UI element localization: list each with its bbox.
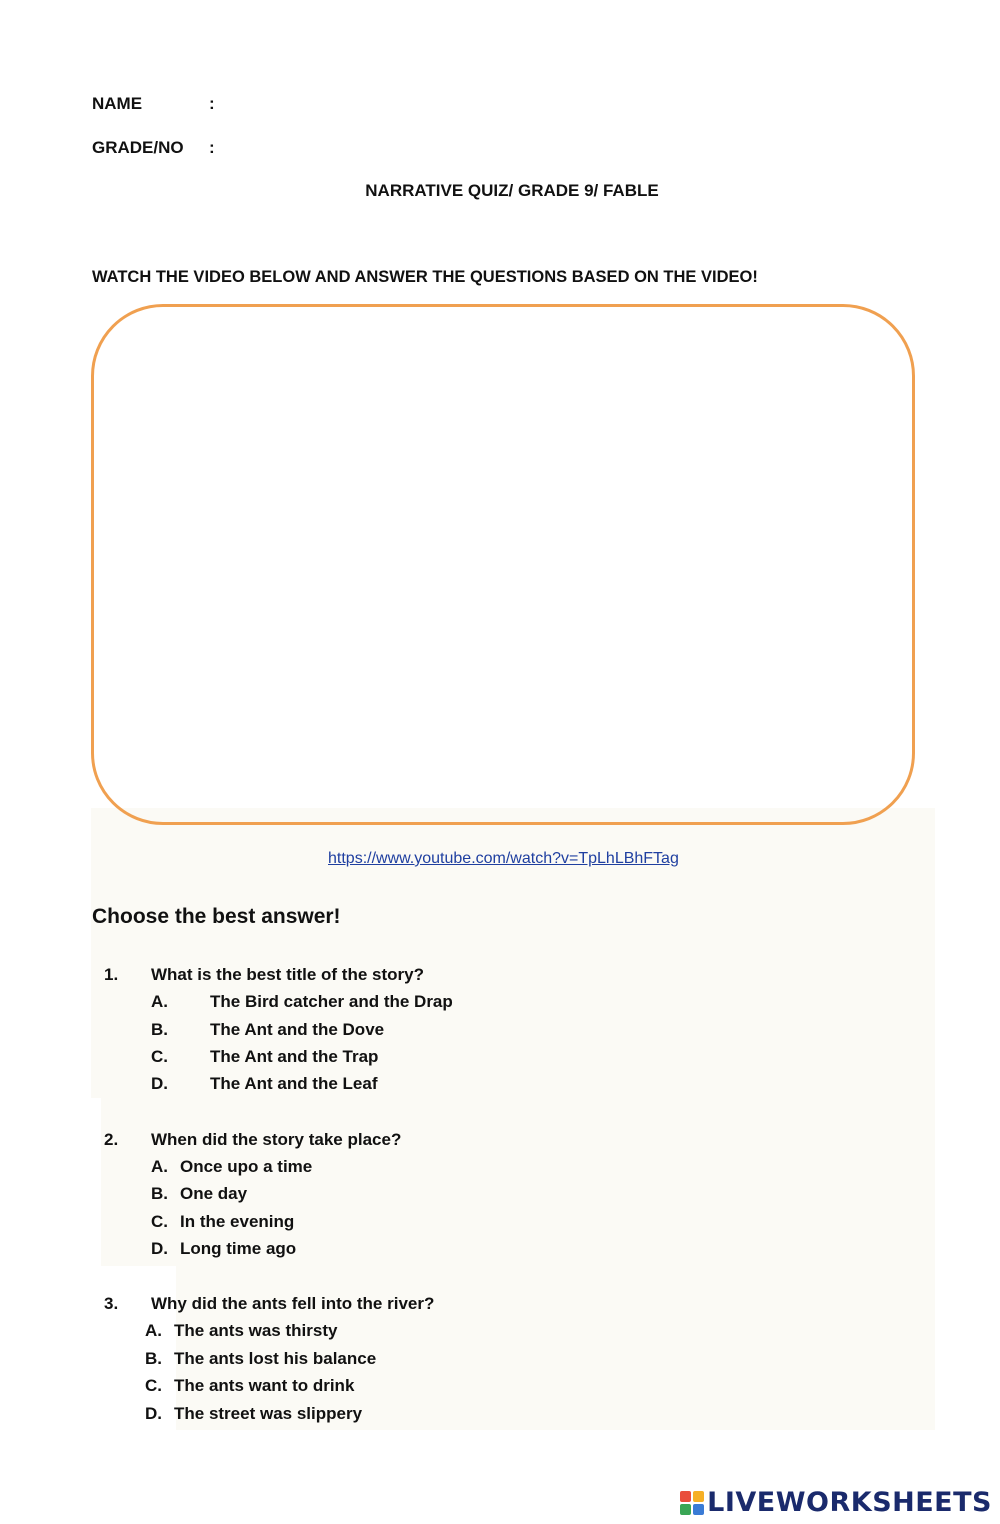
- q2-option-d-letter: D.: [151, 1239, 168, 1258]
- question-1-text: What is the best title of the story?: [151, 965, 424, 984]
- q3-option-b-letter: B.: [145, 1349, 162, 1368]
- q2-option-c-letter: C.: [151, 1212, 168, 1231]
- logo-cell-3: [680, 1504, 691, 1515]
- question-1-number: 1.: [104, 965, 119, 984]
- question-2-number: 2.: [104, 1130, 119, 1149]
- q3-option-d-text[interactable]: The street was slippery: [174, 1404, 363, 1423]
- grade-colon: :: [209, 138, 215, 157]
- q3-option-c-letter: C.: [145, 1376, 162, 1395]
- instruction-text: WATCH THE VIDEO BELOW AND ANSWER THE QUESTIONS BASED ON THE VIDEO!: [92, 268, 758, 286]
- section-title: Choose the best answer!: [92, 905, 341, 928]
- grade-label: GRADE/NO: [92, 138, 184, 157]
- question-3-text: Why did the ants fell into the river?: [151, 1294, 435, 1313]
- liveworksheets-logo: [680, 1487, 992, 1518]
- q1-option-b-text[interactable]: The Ant and the Dove: [210, 1020, 385, 1039]
- page-title: NARRATIVE QUIZ/ GRADE 9/ FABLE: [365, 181, 659, 200]
- q1-option-c-text[interactable]: The Ant and the Trap: [210, 1047, 379, 1066]
- q1-option-c-letter: C.: [151, 1047, 168, 1066]
- q2-option-a-letter: A.: [151, 1157, 168, 1176]
- q1-option-d-text[interactable]: The Ant and the Leaf: [210, 1074, 378, 1093]
- q1-option-a-letter: A.: [151, 992, 168, 1011]
- q3-option-a-text[interactable]: The ants was thirsty: [174, 1321, 338, 1340]
- logo-cell-1: [680, 1491, 691, 1502]
- q2-option-d-text[interactable]: Long time ago: [180, 1239, 297, 1258]
- q3-option-b-text[interactable]: The ants lost his balance: [174, 1349, 377, 1368]
- q1-option-d-letter: D.: [151, 1074, 168, 1093]
- video-link[interactable]: https://www.youtube.com/watch?v=TpLhLBhFTag: [328, 850, 679, 867]
- q3-option-c-text[interactable]: The ants want to drink: [174, 1376, 355, 1395]
- logo-cell-4: [693, 1504, 704, 1515]
- q2-option-c-text[interactable]: In the evening: [180, 1212, 295, 1231]
- question-2-text: When did the story take place?: [151, 1130, 402, 1149]
- name-label: NAME: [92, 94, 143, 113]
- logo-cell-2: [693, 1491, 704, 1502]
- video-frame[interactable]: [91, 304, 915, 825]
- question-3-number: 3.: [104, 1294, 119, 1313]
- q3-option-a-letter: A.: [145, 1321, 162, 1340]
- logo-text: LIVEWORKSHEETS: [707, 1487, 992, 1518]
- q2-option-b-letter: B.: [151, 1184, 168, 1203]
- q1-option-a-text[interactable]: The Bird catcher and the Drap: [210, 992, 453, 1011]
- q3-option-d-letter: D.: [145, 1404, 162, 1423]
- q2-option-a-text[interactable]: Once upo a time: [180, 1157, 313, 1176]
- name-colon: :: [209, 94, 215, 113]
- logo-grid-icon: [680, 1491, 704, 1515]
- q1-option-b-letter: B.: [151, 1020, 168, 1039]
- q2-option-b-text[interactable]: One day: [180, 1184, 248, 1203]
